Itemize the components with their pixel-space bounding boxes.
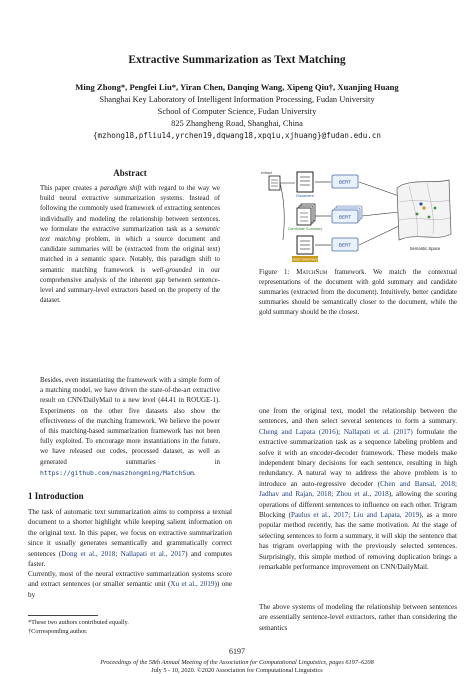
right-column-paragraph-2: The above systems of modeling the relationship between sentences are essentially sentence-level extractors, rather than considering the semantics [259,603,457,632]
abstract-heading: Abstract [113,168,147,178]
candidate-summary-icon [297,204,315,225]
caption-text: framework. We match the contextual representations of the document with gold summary and candidate summaries (extracted from the document). Intuitively, better candidate summaries should be semantically closer to the document, while the gold summary should be the closest. [259,269,458,317]
affiliation-line-3: 825 Zhangheng Road, Shanghai, China [171,119,303,128]
bert-label: BERT [338,242,352,248]
document-label: Document [296,194,314,198]
body-text: The task of automatic text summarization aims to compress a textual document to a shorter highlight while keeping salient information on the original text. In this paper, we focus on extractive summarization since it usually generates semantically and grammatically correct sentences ( [28,508,232,558]
abstract-text: with regard to the way we build neural extractive summarization systems. Instead of following the commonly used framework of extracting sentences individually and modeling the relationship between sentences, we formulate the extractive summarization task as a [40,185,220,233]
body-text: ; [455,479,457,488]
introduction-heading: 1 Introduction [28,491,84,501]
citation-link[interactable]: Chen and Bansal, 2018 [380,479,455,488]
figure-caption [259,268,457,318]
matchsum-framework-figure [259,162,457,264]
body-text: Currently, most of the neural extractive summarization systems score and extract sentences (or smaller semantic unit ( [28,570,232,589]
bert-encoder-gold [332,238,358,251]
body-text: ) and computes faster. [28,549,233,569]
bert-encoder-document [332,175,358,188]
bert-encoder-candidate [332,206,362,223]
author-list: Ming Zhong*, Pengfei Liu*, Yiran Chen, Danqing Wang, Xipeng Qiu†, Xuanjing Huang [75,82,399,92]
abstract-text: Besides, even instantiating the framework with a simple form of a matching model, we have driven the state-of-the-art extractive result on CNN/DailyMail to a new level (44.41 in ROUGE-1). Experiments on the other five datasets also show the effectiveness of the matching framework. We believe the power of this matching-based summarization framework has not been fully exploited. To encourage more instantiations in the future, we have released our codes, processed dataset, as well as generated summaries in [40,377,220,466]
body-text: ; [115,549,121,558]
citation-link[interactable]: Zhou et al., 2018 [336,490,389,499]
introduction-paragraph-2 [28,569,232,600]
extract-label: extract [261,171,272,175]
introduction-paragraph-1 [28,507,232,569]
citation-link[interactable]: Paulus et al., 2017 [290,511,349,520]
abstract-emphasis: paradigm shift [100,185,142,192]
body-text: )) one by [28,580,232,599]
body-text: ), as a more popular method recently, has the same motivation. At the stage of selecting sentences to form a summary, it will skip the sentence that has trigram overlapping with the previously selected sentences. Surprisingly, this simple method of removing duplication brings a remarkable performance improvement on CNN/DailyMail. [259,511,458,572]
abstract-emphasis: semantic text matching [40,225,220,244]
citation-link[interactable]: Jadhav and Rajan, 2018 [259,490,332,499]
citation-link[interactable]: Xu et al., 2019 [170,580,215,589]
copyright-footer: July 5 - 10, 2020. ©2020 Association for Computational Linguistics [151,667,323,674]
caption-prefix: Figure 1: [259,269,297,276]
arrow-icon [362,212,399,216]
arrow-icon [359,182,399,196]
abstract-emphasis: well-grounded [151,266,192,274]
body-text: ; [331,490,337,499]
footnote-rule [28,615,98,616]
footnote-equal-contribution: *These two authors contributed equally. [28,619,129,626]
citation-link[interactable]: Dong et al., 2018 [61,549,116,558]
abstract-text: problem, in which a source document and candidate summaries will be (extracted from the original text) matched in a semantic space. Notably, this paradigm shift to semantic matching framework is [40,236,220,274]
citation-link[interactable]: Nallapati et al. (2017) [343,427,413,436]
semantic-space-shape [397,180,451,240]
body-text: ), allowing the scoring operations of different sentences to influence on each other. Trigram Blocking ( [259,490,458,520]
footnote-corresponding-author: †Corresponding author. [28,628,88,635]
affiliation-line-1: Shanghai Key Laboratory of Intelligent Information Processing, Fudan University [99,95,375,104]
caption-model-name: MatchSum [296,269,328,276]
citation-link[interactable]: Cheng and Lapata (2016) [259,427,339,436]
right-column-paragraph-1 [259,406,457,573]
semantic-space-label: Semantic Space [409,246,441,251]
extract-arrow [280,183,284,240]
document-icon [297,172,313,192]
author-emails: {mzhong18,pfliu14,yrchen19,dqwang18,xpqiu,xjhuang}@fudan.edu.cn [92,131,382,140]
affiliation-line-2: School of Computer Science, Fudan University [157,107,317,116]
abstract-paragraph-1 [40,184,220,306]
bert-label: BERT [338,214,352,220]
proceedings-footer: Proceedings of the 58th Annual Meeting of the Association for Computational Linguistics, pages 6197–6208 [100,659,374,666]
gold-summary-icon [297,236,313,254]
arrow-icon [359,226,399,245]
abstract-text: . [193,469,196,477]
body-text: ; [338,427,344,436]
abstract-text: This paper creates a [40,185,101,192]
citation-link[interactable]: Nallapati et al., 2017 [120,549,186,558]
body-text: formulate the extractive summarization task as a sequence labeling problem and solve it with an encoder-decoder framework. These models make independent binary decisions for each sentence, resulting in high redundancy. A natural way to address the above problem is to introduce an auto-regressive decoder ( [259,427,457,488]
code-url-link[interactable]: https://github.com/maszhongming/MatchSum [40,468,194,477]
citation-link[interactable]: Liu and Lapata, 2019 [353,511,420,520]
gold-summary-label: Gold Summary [292,257,318,262]
bert-label: BERT [338,179,352,185]
candidate-summary-label: Candidate Summary [287,227,323,231]
abstract-text: in our comprehensive analysis of the inherent gap between sentence-level and summary-level extractors based on the property of the dataset. [40,266,220,305]
body-text: ; [348,511,354,520]
abstract-paragraph-2 [40,376,220,479]
page-number: 6197 [229,647,245,656]
body-text: one from the original text, model the relationship between the sentences, and then select several sentences to form a summary. [259,407,457,426]
source-document-icon [269,176,280,190]
paper-title: Extractive Summarization as Text Matching [128,54,346,66]
